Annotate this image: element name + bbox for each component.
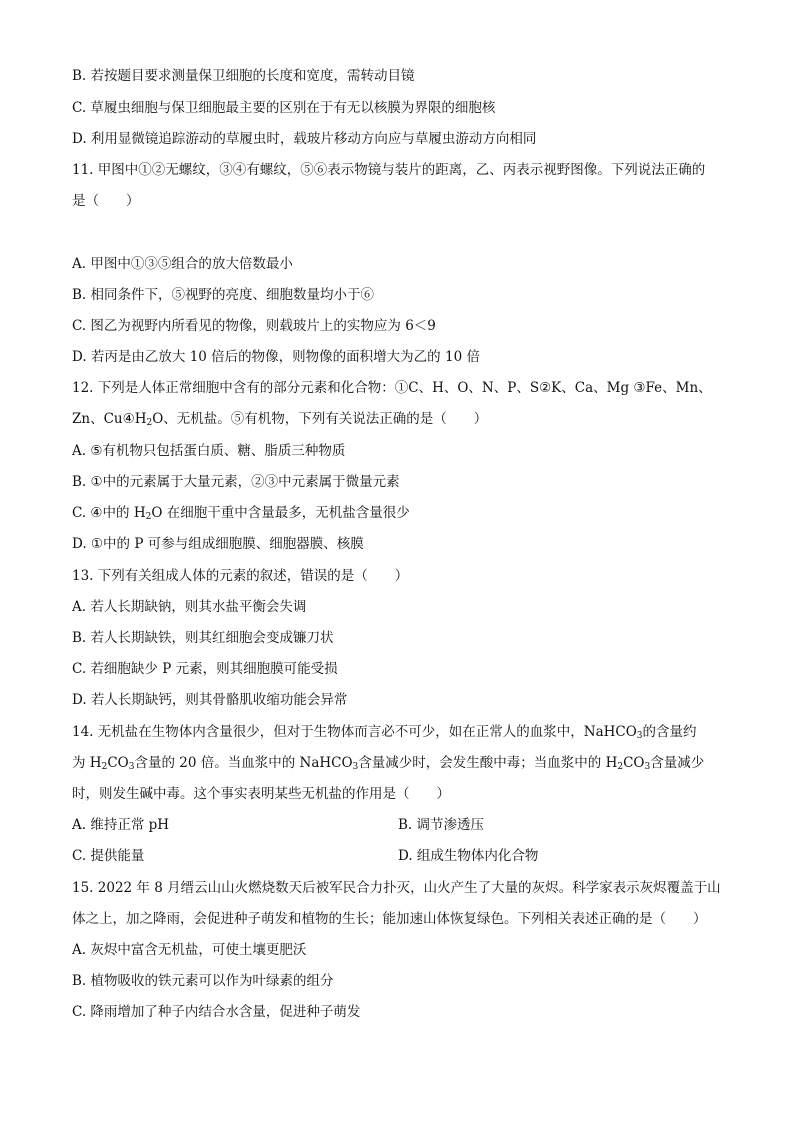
q14-option-b: B. 调节渗透压 xyxy=(398,817,485,833)
q13-stem: 13. 下列有关组成人体的元素的叙述，错误的是（ ） xyxy=(72,568,409,584)
q12-stem-line1: 12. 下列是人体正常细胞中含有的部分元素和化合物：①C、H、O、N、P、S②K、Ca、Mg ③Fe、Mn、 xyxy=(72,380,712,396)
q13-option-b: B. 若人长期缺铁，则其红细胞会变成镰刀状 xyxy=(72,630,334,646)
q11-option-b: B. 相同条件下，⑤视野的亮度、细胞数量均小于⑥ xyxy=(72,287,375,303)
q15-stem-line1: 15. 2022 年 8 月缙云山山火燃烧数天后被军民合力扑灭，山火产生了大量的灰烬。科学家表示灰烬覆盖于山 xyxy=(72,880,721,896)
q14-option-d: D. 组成生物体内化合物 xyxy=(398,848,539,864)
q14-option-a: A. 维持正常 pH xyxy=(72,817,170,833)
q11-stem-line2: 是（ ） xyxy=(72,193,140,209)
q10-option-c: C. 草履虫细胞与保卫细胞最主要的区别在于有无以核膜为界限的细胞核 xyxy=(72,100,496,116)
q14-stem-line3: 时，则发生碱中毒。这个事实表明某些无机盐的作用是（ ） xyxy=(72,786,450,802)
q10-option-b: B. 若按题目要求测量保卫细胞的长度和宽度，需转动目镜 xyxy=(72,68,415,84)
q11-option-d: D. 若丙是由乙放大 10 倍后的物像，则物像的面积增大为乙的 10 倍 xyxy=(72,349,480,365)
q15-option-b: B. 植物吸收的铁元素可以作为叶绿素的组分 xyxy=(72,973,334,989)
q12-option-c: C. ④中的 $H_2O$ 在细胞干重中含量最多，无机盐含量很少 xyxy=(72,505,410,522)
q12-option-a: A. ⑤有机物只包括蛋白质、糖、脂质三种物质 xyxy=(72,443,346,459)
q14-option-c: C. 提供能量 xyxy=(72,848,145,864)
q14-stem-line1: 14. 无机盐在生物体内含量很少，但对于生物体而言必不可少，如在正常人的血浆中，NaHCO$_3$的含量约 xyxy=(72,724,697,741)
q10-option-d: D. 利用显微镜追踪游动的草履虫时，载玻片移动方向应与草履虫游动方向相同 xyxy=(72,131,537,147)
q13-option-d: D. 若人长期缺钙，则其骨骼肌收缩功能会异常 xyxy=(72,692,348,708)
q11-stem-line1: 11. 甲图中①②无螺纹，③④有螺纹，⑤⑥表示物镜与装片的距离，乙、丙表示视野图像。下列说法正确的 xyxy=(72,162,706,178)
q12-stem-line2: Zn、$Cu④H_2O$、无机盐。⑤有机物，下列有关说法正确的是（ ） xyxy=(72,411,488,428)
q14-stem-line2: 为 $H_2CO_3$含量的 20 倍。当血浆中的 NaHCO$_3$含量减少时，会发生酸中毒；当血浆中的 $H_2CO_3$含量减少 xyxy=(72,755,705,772)
q15-option-c: C. 降雨增加了种子内结合水含量，促进种子萌发 xyxy=(72,1004,361,1020)
q11-option-c: C. 图乙为视野内所看见的物像，则载玻片上的实物应为 6＜9 xyxy=(72,318,436,334)
q12-option-b: B. ①中的元素属于大量元素，②③中元素属于微量元素 xyxy=(72,474,400,490)
q12-option-d: D. ①中的 P 可参与组成细胞膜、细胞器膜、核膜 xyxy=(72,536,364,552)
q11-option-a: A. 甲图中①③⑤组合的放大倍数最小 xyxy=(72,256,293,272)
q13-option-c: C. 若细胞缺少 P 元素，则其细胞膜可能受损 xyxy=(72,661,338,677)
q15-stem-line2: 体之上，加之降雨，会促进种子萌发和植物的生长；能加速山体恢复绿色。下列相关表述正确的是（ ） xyxy=(72,911,707,927)
q13-option-a: A. 若人长期缺钠，则其水盐平衡会失调 xyxy=(72,599,307,615)
q15-option-a: A. 灰烬中富含无机盐，可使土壤更肥沃 xyxy=(72,942,307,958)
